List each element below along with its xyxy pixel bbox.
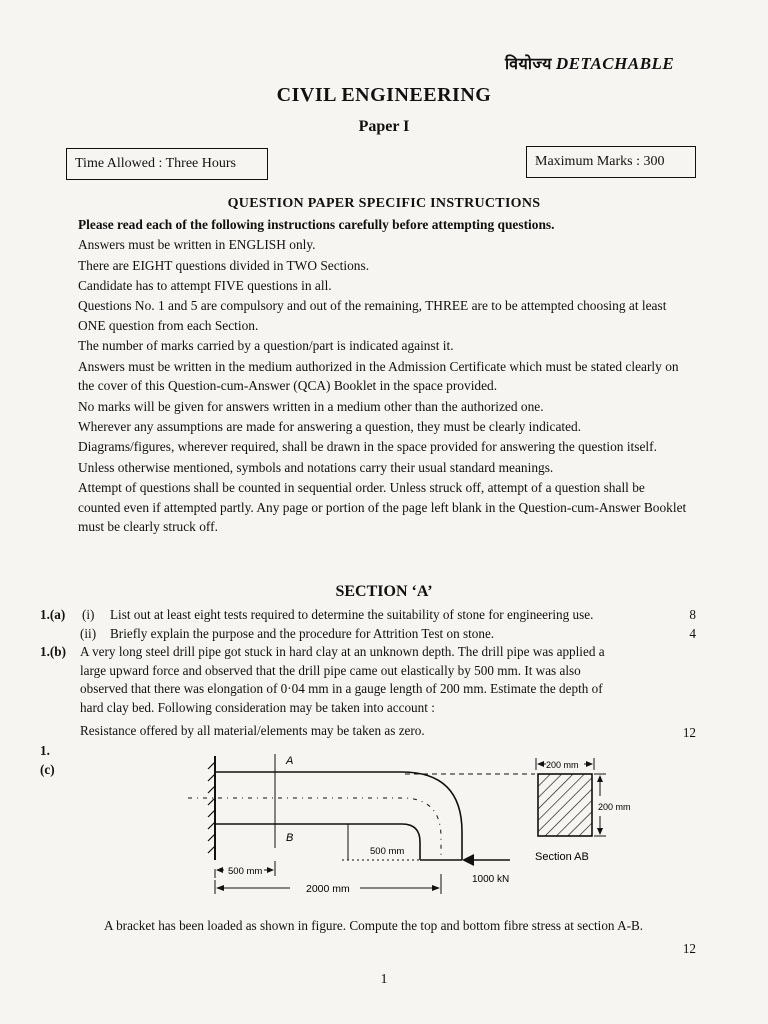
load-arrow	[462, 854, 510, 885]
svg-text:2000 mm: 2000 mm	[306, 883, 350, 895]
section-caption: Section AB	[535, 851, 589, 863]
dim-500-horizontal	[215, 861, 275, 878]
subpart-label: (ii)	[80, 626, 97, 641]
question-line: A very long steel drill pipe got stuck in hard clay at an unknown depth. The drill pipe was applied a	[80, 644, 605, 659]
question-line: observed that there was elongation of 0·04 mm in a gauge length of 200 mm. Estimate the depth of	[80, 681, 603, 696]
section-width-label: 200 mm	[546, 760, 579, 770]
instruction-line: Answers must be written in ENGLISH only.	[78, 237, 316, 253]
question-number: 1.(c)	[40, 743, 55, 777]
label-a: A	[286, 755, 294, 767]
instruction-line: Wherever any assumptions are made for answering a question, they must be clearly indicated.	[78, 418, 582, 434]
label-b: B	[286, 832, 294, 844]
instruction-line: No marks will be given for answers written in a medium other than the authorized one.	[78, 398, 544, 414]
marks: 12	[682, 725, 696, 740]
question-line: large upward force and observed that the drill pipe came out elastically by 500 mm. It was also	[80, 662, 581, 678]
svg-text:500 mm: 500 mm	[228, 866, 263, 877]
svg-text:500 mm: 500 mm	[370, 846, 405, 857]
instruction-line: Questions No. 1 and 5 are compulsory and out of the remaining, THREE are to be attempted choosing at least ONE question from each Section.	[78, 298, 667, 333]
instructions-heading: QUESTION PAPER SPECIFIC INSTRUCTIONS	[227, 196, 541, 211]
bracket-figure	[180, 748, 700, 908]
question-number: 1.(a)	[40, 607, 66, 622]
question-line: hard clay bed. Following consideration may be taken into account :	[80, 699, 435, 715]
section-depth-label: 200 mm	[598, 802, 631, 812]
marks: 12	[682, 941, 696, 956]
instructions-list	[78, 215, 688, 538]
fixed-wall	[208, 756, 215, 860]
detachable-english: DETACHABLE	[555, 54, 675, 73]
detachable-hindi: वियोज्य	[505, 54, 552, 73]
section-a-heading: SECTION ‘A’	[335, 583, 433, 600]
marks: 4	[689, 626, 696, 641]
subpart-text: List out at least eight tests required to determine the suitability of stone for engineering use.	[110, 607, 594, 622]
time-allowed-box: Time Allowed : Three Hours	[66, 148, 268, 180]
subpart-text: Briefly explain the purpose and the procedure for Attrition Test on stone.	[110, 626, 495, 641]
question-1a	[0, 606, 768, 646]
instruction-line: Candidate has to attempt FIVE questions in all.	[78, 277, 332, 293]
dim-2000	[215, 874, 441, 895]
subject-title: CIVIL ENGINEERING	[276, 84, 492, 106]
dim-500-vertical	[342, 824, 420, 860]
instruction-line: Attempt of questions shall be counted in sequential order. Unless struck off, attempt of a question shall be counted even if attempted partly. Any page or portion of the page left blank in the Question-cum-Answer Booklet must be clearly struck off.	[78, 479, 687, 535]
question-1b	[0, 643, 768, 753]
paper-label: Paper I	[358, 118, 410, 135]
svg-text:1000 kN: 1000 kN	[472, 874, 510, 885]
question-note: Resistance offered by all material/elements may be taken as zero.	[80, 723, 425, 738]
instruction-line: Please read each of the following instructions carefully before attempting questions.	[78, 217, 555, 232]
marks: 8	[689, 607, 696, 622]
detachable-label	[505, 52, 674, 74]
instruction-line: Diagrams/figures, wherever required, shall be drawn in the space provided for answering the question itself.	[78, 439, 657, 455]
page-number: 1	[380, 972, 388, 987]
section-ab-detail	[535, 758, 631, 863]
max-marks-box: Maximum Marks : 300	[526, 146, 696, 178]
instruction-line: The number of marks carried by a question/part is indicated against it.	[78, 338, 454, 354]
subpart-label: (i)	[82, 607, 95, 622]
instruction-line: Answers must be written in the medium authorized in the Admission Certificate which must be stated clearly on the cover of this Question-cum-Answer (QCA) Booklet in the space provided.	[78, 358, 679, 394]
instruction-line: Unless otherwise mentioned, symbols and notations carry their usual standard meanings.	[78, 459, 554, 475]
bracket-shape	[215, 772, 462, 860]
question-1c-text: A bracket has been loaded as shown in figure. Compute the top and bottom fibre stress at section A-B.	[104, 918, 644, 933]
question-number: 1.(b)	[40, 644, 67, 659]
instruction-line: There are EIGHT questions divided in TWO Sections.	[78, 257, 370, 273]
